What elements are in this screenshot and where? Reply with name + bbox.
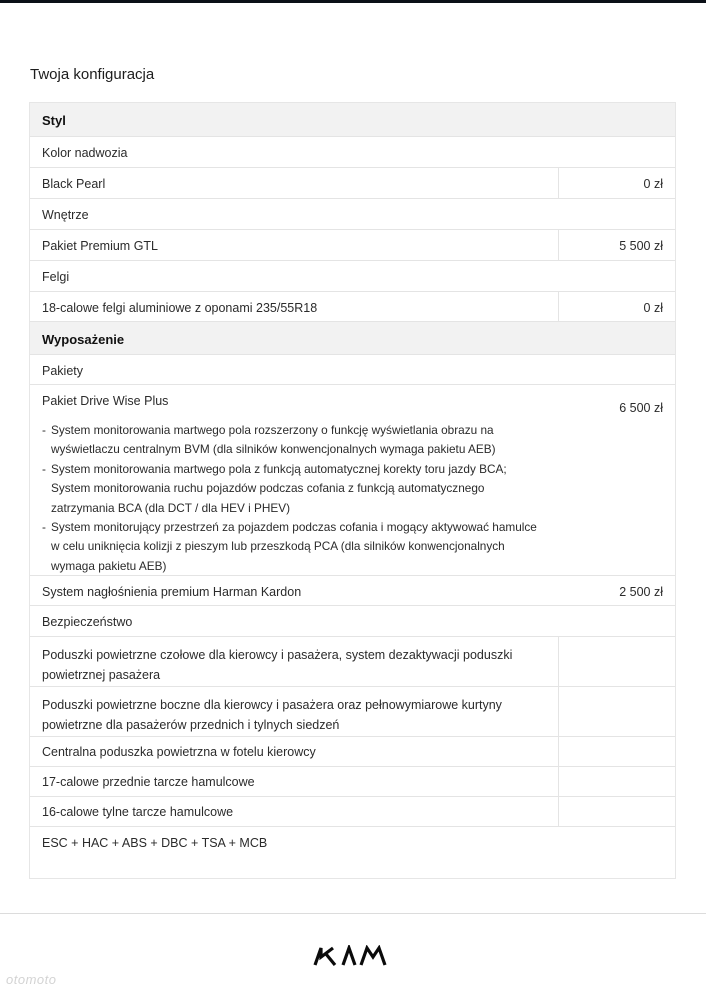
feature-text: System monitorowania martwego pola rozszerzony o funkcję wyświetlania obrazu na wyświetlaczu centralnym BVM (dla silników konwencjonalnych wymaga pakietu AEB) — [51, 423, 496, 457]
subsection-label: Wnętrze — [42, 208, 89, 222]
kia-logo — [313, 945, 393, 967]
column-divider — [558, 292, 559, 321]
subsection-label: Pakiety — [42, 364, 83, 378]
package-price: 6 500 zł — [619, 401, 663, 415]
table-row-package — [30, 384, 675, 575]
subsection-wnetrze — [30, 198, 675, 229]
item-price: 2 500 zł — [619, 585, 663, 599]
item-label: 16-calowe tylne tarcze hamulcowe — [42, 805, 234, 819]
top-bar — [0, 0, 706, 3]
item-label: Poduszki powietrzne czołowe dla kierowcy i pasażera, system dezaktywacji poduszki powietrznej pasażera — [42, 648, 513, 682]
subsection-felgi — [30, 260, 675, 291]
column-divider — [558, 737, 559, 766]
item-price: 0 zł — [643, 177, 663, 191]
list-item: - System monitorujący przestrzeń za pojazdem podczas cofania i mogący aktywować hamulce w celu uniknięcia kolizji z pieszym lub przeszkodą PCA (dla silników konwencjonalnych wymaga pakietu AEB) — [42, 520, 537, 573]
item-price: 0 zł — [643, 301, 663, 315]
list-item: - System monitorowania martwego pola rozszerzony o funkcję wyświetlania obrazu na wyświetlaczu centralnym BVM (dla silników konwencjonalnych wymaga pakietu AEB) — [42, 423, 496, 457]
item-label: System nagłośnienia premium Harman Kardon — [42, 585, 302, 599]
item-label: Centralna poduszka powietrzna w fotelu kierowcy — [42, 745, 316, 759]
item-label: Poduszki powietrzne boczne dla kierowcy i pasażera oraz pełnowymiarowe kurtyny powietrzne dla pasażerów przednich i tylnych siedzeń — [42, 698, 502, 732]
table-row — [30, 636, 675, 686]
item-label: 18-calowe felgi aluminiowe z oponami 235/55R18 — [42, 301, 318, 315]
table-row — [30, 291, 675, 321]
subsection-label: Bezpieczeństwo — [42, 615, 133, 629]
item-price: 5 500 zł — [619, 239, 663, 253]
package-label: Pakiet Drive Wise Plus — [42, 394, 169, 408]
section-header-wyposazenie — [30, 321, 675, 354]
page-title: Twoja konfiguracja — [30, 66, 155, 83]
feature-text: System monitorowania martwego pola z funkcją automatycznej korekty toru jazdy BCA; System monitorowania ruchu pojazdów podczas cofania z funkcją automatycznego zatrzymania BCA (dla DCT / dla HEV i PHEV) — [51, 461, 507, 515]
table-row — [30, 796, 675, 826]
list-item: - System monitorowania martwego pola z funkcją automatycznej korekty toru jazdy BCA; System monitorowania ruchu pojazdów podczas cofania z funkcją automatycznego zatrzymania BCA (dla DCT / dla HEV i PHEV) — [42, 461, 507, 515]
column-divider — [558, 168, 559, 198]
table-row — [30, 826, 675, 878]
watermark: otomoto — [6, 972, 57, 987]
column-divider — [558, 637, 559, 686]
footer-divider — [0, 913, 706, 914]
column-divider — [558, 767, 559, 796]
column-divider — [558, 797, 559, 826]
feature-text: System monitorujący przestrzeń za pojazdem podczas cofania i mogący aktywować hamulce w celu uniknięcia kolizji z pieszym lub przeszkodą PCA (dla silników konwencjonalnych wymaga pakietu AEB) — [51, 520, 537, 573]
section-label: Styl — [42, 113, 66, 128]
package-feature-list — [42, 421, 542, 576]
table-row — [30, 167, 675, 198]
subsection-kolor-nadwozia — [30, 136, 675, 167]
table-row — [30, 736, 675, 766]
subsection-pakiety — [30, 354, 675, 384]
configuration-table — [29, 102, 676, 879]
subsection-label: Felgi — [42, 270, 70, 284]
item-label: Black Pearl — [42, 177, 106, 191]
table-row — [30, 766, 675, 796]
section-header-styl — [30, 103, 675, 136]
section-label: Wyposażenie — [42, 332, 125, 347]
subsection-label: Kolor nadwozia — [42, 146, 128, 160]
item-label: ESC + HAC + ABS + DBC + TSA + MCB — [42, 836, 268, 850]
subsection-bezpieczenstwo — [30, 605, 675, 636]
table-row — [30, 575, 675, 605]
table-row — [30, 229, 675, 260]
table-row — [30, 686, 675, 736]
item-label: Pakiet Premium GTL — [42, 239, 159, 253]
column-divider — [558, 230, 559, 260]
column-divider — [558, 687, 559, 736]
item-label: 17-calowe przednie tarcze hamulcowe — [42, 775, 255, 789]
